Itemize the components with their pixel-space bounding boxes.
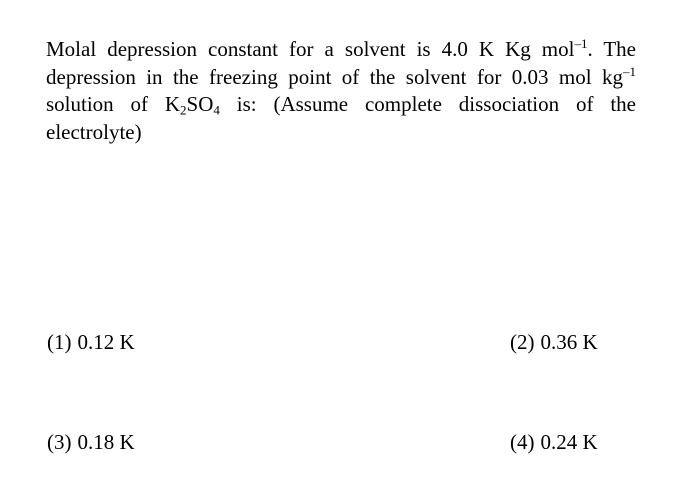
question-part: is: (Assume complete dissociation of the electrolyte) — [46, 92, 636, 144]
option-value: 0.36 K — [540, 330, 598, 354]
subscript: 2 — [180, 102, 187, 118]
question-part: . The depression in the freezing point of the solvent for 0.03 mol kg — [46, 37, 636, 89]
option-3 — [47, 430, 135, 454]
option-number: (4) — [510, 430, 535, 454]
subscript: 4 — [213, 102, 220, 118]
option-1 — [47, 330, 135, 354]
superscript: –1 — [574, 36, 588, 52]
option-number: (3) — [47, 430, 72, 454]
option-value: 0.24 K — [540, 430, 598, 454]
question-part: Molal depression constant for a solvent is 4.0 K Kg mol — [46, 37, 575, 61]
option-value: 0.18 K — [77, 430, 135, 454]
question-text — [46, 36, 636, 146]
option-number: (1) — [47, 330, 72, 354]
option-number: (2) — [510, 330, 535, 354]
option-4 — [510, 430, 598, 454]
question-part: solution of K — [46, 92, 181, 116]
option-2 — [510, 330, 598, 354]
question-part: SO — [186, 92, 214, 116]
option-value: 0.12 K — [77, 330, 135, 354]
superscript: –1 — [623, 63, 636, 79]
